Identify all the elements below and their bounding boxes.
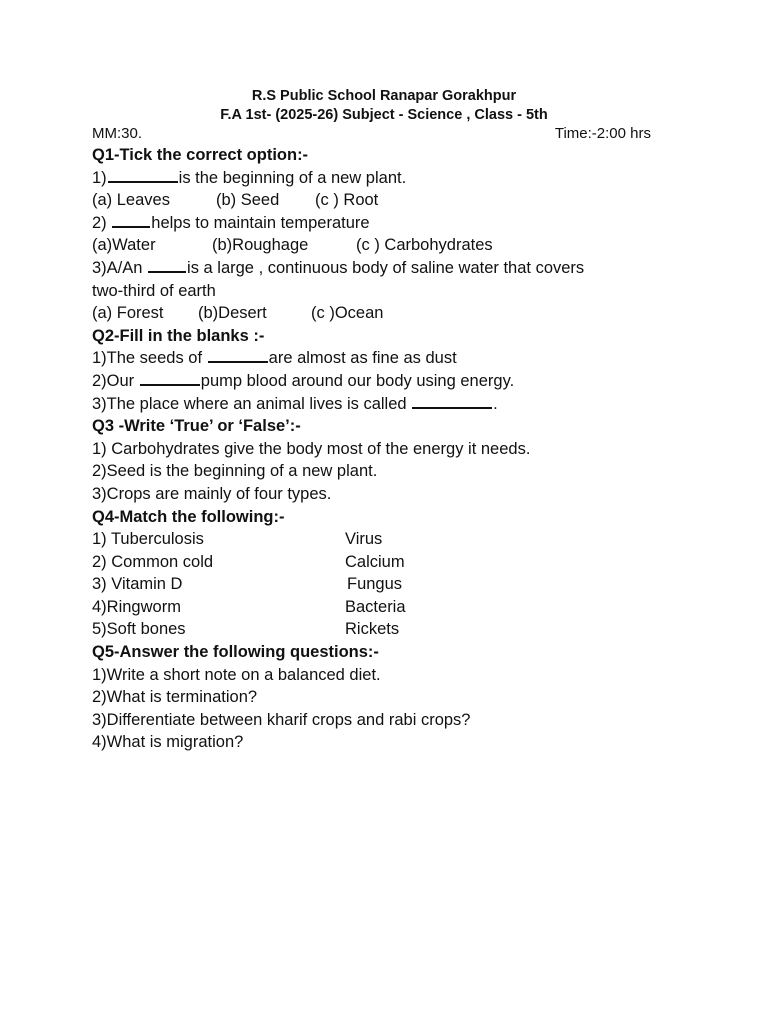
q3-item-1: 1) Carbohydrates give the body most of the energy it needs. bbox=[92, 439, 531, 458]
q1-item-3-options bbox=[92, 302, 692, 325]
answer-blank bbox=[208, 347, 268, 363]
match-right: Virus bbox=[345, 530, 383, 549]
q5-title: Q5-Answer the following questions:- bbox=[92, 643, 379, 662]
match-row-5 bbox=[92, 618, 692, 641]
q2-item-2-suffix: pump blood around our body using energy. bbox=[200, 371, 515, 390]
q3-title: Q3 -Write ‘True’ or ‘False’:- bbox=[92, 417, 301, 436]
q3-item-3: 3)Crops are mainly of four types. bbox=[92, 484, 332, 503]
option-a: (a) Forest bbox=[92, 304, 164, 323]
option-c: (c )Ocean bbox=[311, 304, 384, 323]
match-row-1 bbox=[92, 528, 692, 551]
option-b: (b)Roughage bbox=[212, 236, 309, 255]
option-c: (c ) Root bbox=[315, 191, 379, 210]
q1-item-2-options bbox=[92, 234, 692, 257]
q3-item-2: 2)Seed is the beginning of a new plant. bbox=[92, 462, 378, 481]
q1-item-3 bbox=[92, 257, 692, 280]
option-b: (b)Desert bbox=[198, 304, 267, 323]
match-row-2 bbox=[92, 551, 692, 574]
school-name: R.S Public School Ranapar Gorakhpur bbox=[251, 88, 517, 104]
q4-title: Q4-Match the following:- bbox=[92, 507, 285, 526]
q2-item-2 bbox=[92, 370, 692, 393]
answer-blank bbox=[108, 167, 178, 183]
meta-row bbox=[92, 125, 651, 143]
q1-item-2-prefix: 2) bbox=[92, 213, 112, 232]
match-left: 1) Tuberculosis bbox=[92, 530, 204, 549]
match-right: Bacteria bbox=[345, 597, 406, 616]
match-row-4 bbox=[92, 596, 692, 619]
match-left: 3) Vitamin D bbox=[92, 575, 183, 594]
match-row-3 bbox=[92, 573, 692, 596]
q2-title: Q2-Fill in the blanks :- bbox=[92, 326, 265, 345]
q1-item-1-options bbox=[92, 189, 692, 212]
q1-item-3-prefix: 3)A/An bbox=[92, 258, 148, 277]
match-left: 5)Soft bones bbox=[92, 620, 186, 639]
time-allowed: Time:-2:00 hrs bbox=[554, 125, 651, 142]
q2-item-1-suffix: are almost as fine as dust bbox=[268, 349, 457, 368]
answer-blank bbox=[148, 257, 186, 273]
q1-item-1 bbox=[92, 167, 692, 190]
q1-item-3-continuation: two-third of earth bbox=[92, 281, 216, 300]
questions bbox=[92, 144, 692, 754]
q2-item-3-suffix: . bbox=[493, 394, 498, 413]
max-marks: MM:30. bbox=[92, 125, 143, 142]
q2-item-3-prefix: 3)The place where an animal lives is called bbox=[92, 394, 412, 413]
q5-item-1: 1)Write a short note on a balanced diet. bbox=[92, 665, 381, 684]
q1-item-2 bbox=[92, 212, 692, 235]
match-right: Rickets bbox=[345, 620, 400, 639]
q1-item-3-suffix: is a large , continuous body of saline water that covers bbox=[187, 258, 585, 277]
match-right: Calcium bbox=[345, 552, 405, 571]
q5-item-3: 3)Differentiate between kharif crops and rabi crops? bbox=[92, 710, 471, 729]
option-c: (c ) Carbohydrates bbox=[356, 236, 493, 255]
q1-item-1-suffix: is the beginning of a new plant. bbox=[178, 168, 407, 187]
q2-item-1 bbox=[92, 347, 692, 370]
option-b: (b) Seed bbox=[216, 191, 280, 210]
q5-item-4: 4)What is migration? bbox=[92, 733, 244, 752]
match-left: 4)Ringworm bbox=[92, 597, 181, 616]
q1-item-2-suffix: helps to maintain temperature bbox=[151, 213, 370, 232]
q5-item-2: 2)What is termination? bbox=[92, 688, 258, 707]
answer-blank bbox=[112, 212, 150, 228]
answer-blank bbox=[140, 370, 200, 386]
q2-item-3 bbox=[92, 393, 692, 416]
match-left: 2) Common cold bbox=[92, 552, 214, 571]
option-a: (a) Leaves bbox=[92, 191, 170, 210]
option-a: (a)Water bbox=[92, 236, 156, 255]
q1-title: Q1-Tick the correct option:- bbox=[92, 146, 309, 164]
q1-item-1-prefix: 1) bbox=[92, 168, 107, 187]
q2-item-1-prefix: 1)The seeds of bbox=[92, 349, 207, 368]
match-right: Fungus bbox=[347, 575, 403, 594]
q2-item-2-prefix: 2)Our bbox=[92, 371, 139, 390]
answer-blank bbox=[412, 393, 492, 409]
exam-info: F.A 1st- (2025-26) Subject - Science , Class - 5th bbox=[220, 107, 548, 123]
